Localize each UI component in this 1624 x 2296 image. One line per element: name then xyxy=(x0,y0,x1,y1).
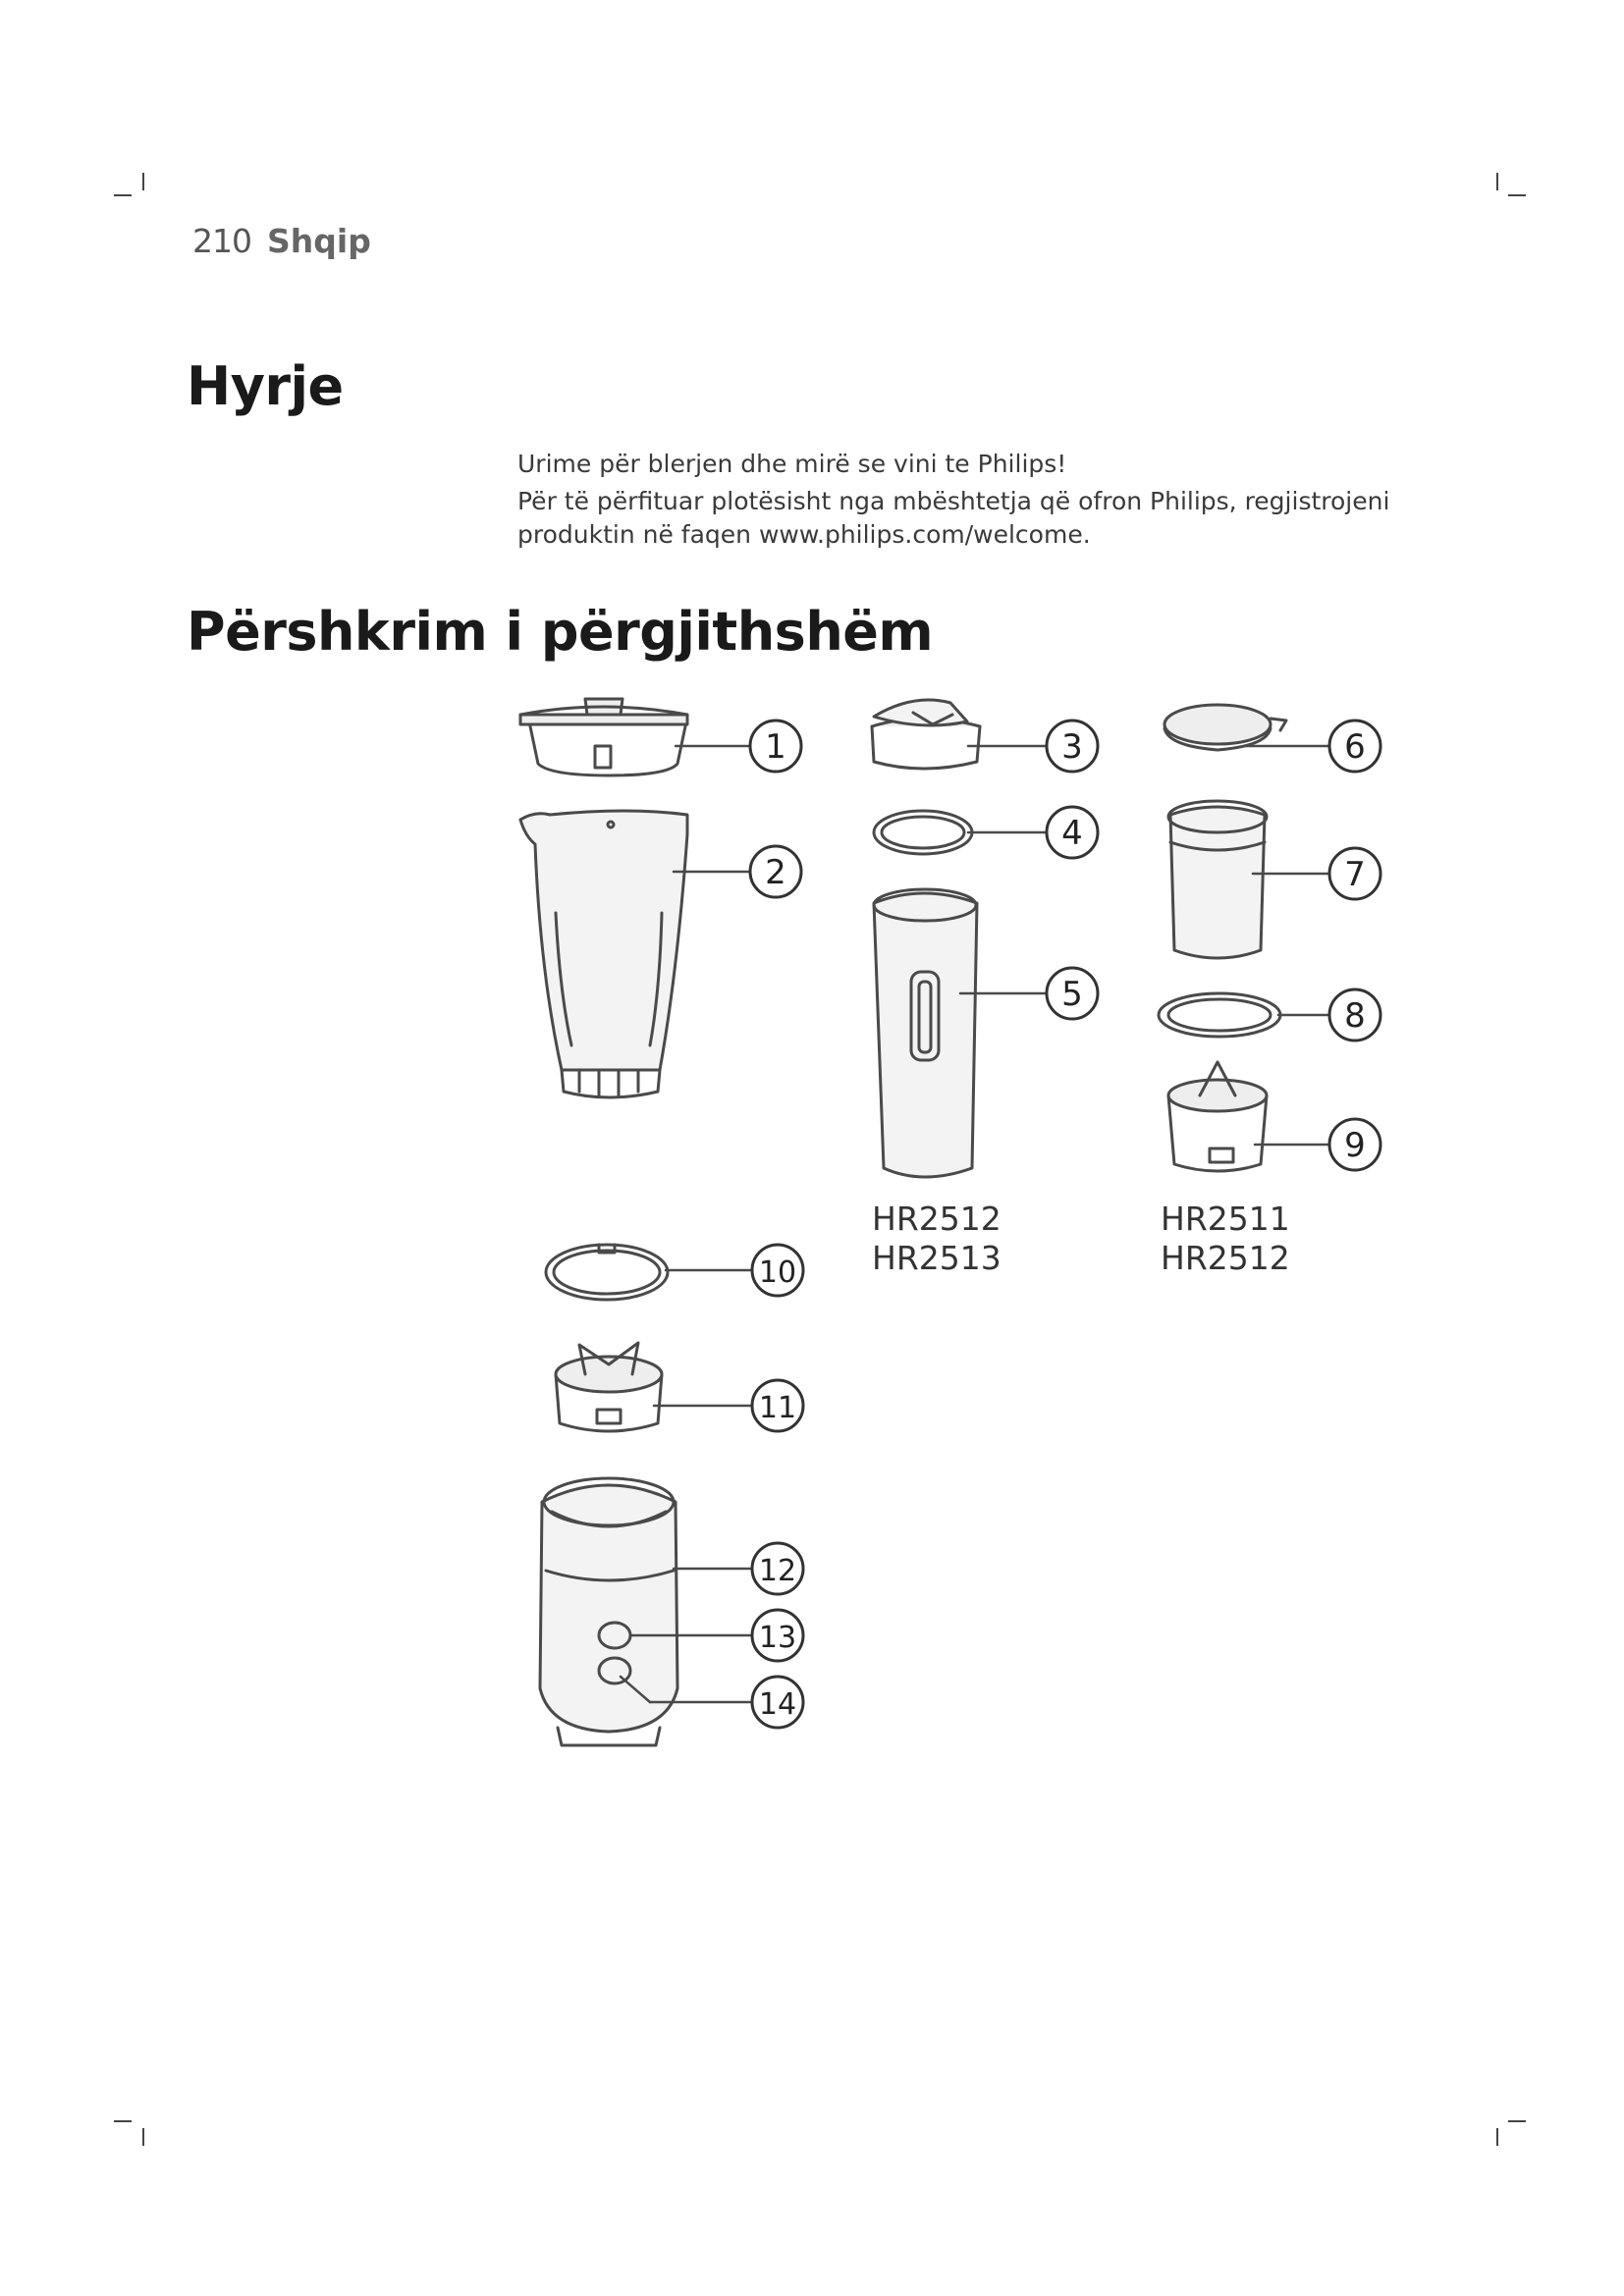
callout-8 xyxy=(1329,989,1380,1041)
callout-label: 10 xyxy=(758,1255,797,1290)
blade-unit-small-illustration xyxy=(1168,1062,1267,1171)
callout-label: 7 xyxy=(1344,855,1366,894)
callout-4 xyxy=(1047,807,1098,858)
callout-label: 12 xyxy=(758,1554,797,1588)
callout-label: 4 xyxy=(1061,814,1083,853)
page-number: 210 xyxy=(192,222,251,260)
callout-5 xyxy=(1047,968,1098,1019)
model-label: HR2513 xyxy=(872,1239,1001,1277)
callout-label: 3 xyxy=(1061,727,1083,767)
callout-label: 5 xyxy=(1061,975,1083,1014)
callout-14 xyxy=(752,1677,803,1728)
models-tall-bottle xyxy=(872,1200,1001,1278)
callout-label: 11 xyxy=(758,1391,797,1425)
tall-bottle-illustration xyxy=(874,889,977,1177)
callout-label: 6 xyxy=(1344,727,1366,767)
sealing-ring-8-illustration xyxy=(1159,993,1280,1037)
travel-lid-illustration xyxy=(872,700,980,769)
intro-heading: Hyrje xyxy=(187,355,344,417)
sealing-ring-10-illustration xyxy=(546,1245,668,1300)
models-small-cup xyxy=(1161,1200,1290,1278)
callout-11 xyxy=(752,1380,803,1431)
callout-label: 8 xyxy=(1344,996,1366,1036)
callout-6 xyxy=(1329,721,1380,772)
callout-7 xyxy=(1329,848,1380,899)
callout-13 xyxy=(752,1610,803,1661)
small-lid-illustration xyxy=(1164,705,1286,750)
callout-12 xyxy=(752,1543,803,1594)
model-label: HR2512 xyxy=(872,1200,1001,1238)
blender-jar-illustration xyxy=(520,811,687,1097)
callout-3 xyxy=(1047,721,1098,772)
callout-label: 9 xyxy=(1344,1126,1366,1165)
model-label: HR2511 xyxy=(1161,1200,1290,1238)
callout-10 xyxy=(752,1245,803,1296)
sealing-ring-4-illustration xyxy=(874,811,972,854)
callout-1 xyxy=(750,721,801,772)
motor-base-illustration xyxy=(540,1478,677,1745)
page-language: Shqip xyxy=(267,222,371,260)
overview-heading: Përshkrim i përgjithshëm xyxy=(187,601,934,663)
callout-2 xyxy=(750,846,801,897)
intro-welcome: Urime për blerjen dhe mirë se vini te Philips! xyxy=(517,450,1067,478)
callout-label: 1 xyxy=(765,727,786,767)
blade-unit-illustration xyxy=(556,1343,662,1431)
model-label: HR2512 xyxy=(1161,1239,1290,1277)
jar-lid-illustration xyxy=(520,699,687,775)
callout-label: 2 xyxy=(765,853,786,892)
small-cup-illustration xyxy=(1168,801,1267,958)
callout-9 xyxy=(1329,1119,1380,1170)
callout-label: 13 xyxy=(758,1621,797,1655)
intro-register: Për të përfituar plotësisht nga mbështetja që ofron Philips, regjistrojeni produktin në faqen www.philips.com/welcome. xyxy=(517,487,1390,549)
callout-label: 14 xyxy=(758,1687,797,1722)
